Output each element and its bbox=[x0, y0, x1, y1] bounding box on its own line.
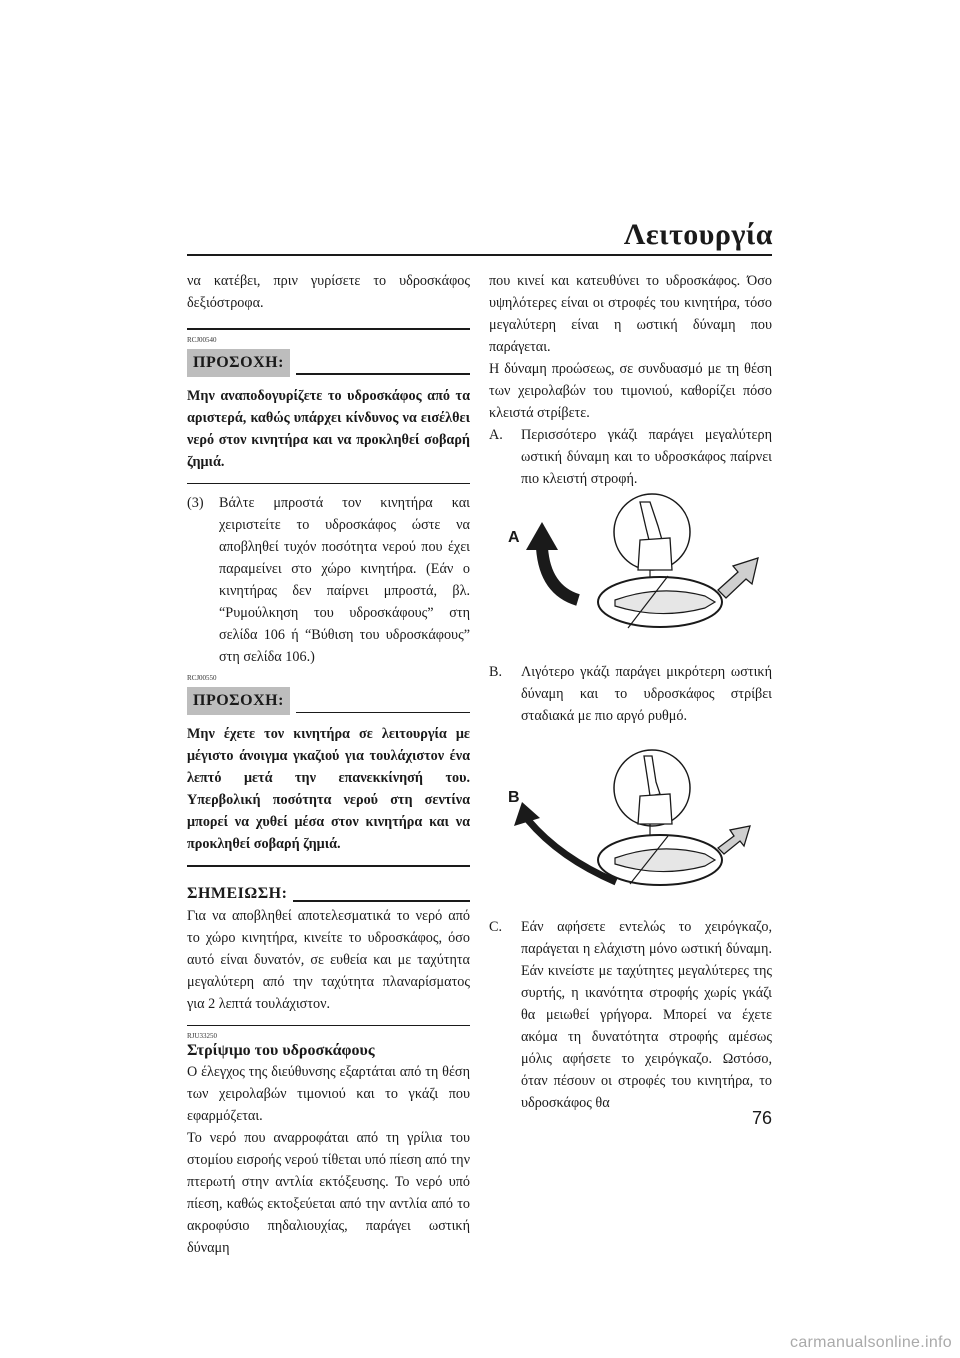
page-header-title: Λειτουργία bbox=[623, 218, 773, 251]
caution2-code: RCJ00550 bbox=[187, 674, 217, 682]
note-header bbox=[187, 883, 470, 905]
caution2-rule bbox=[296, 712, 470, 714]
figure-a-turning-diagram bbox=[500, 480, 775, 650]
section-paragraph-1: Ο έλεγχος της διεύθυνσης εξαρτάται από τη θέση των χειρολαβών τιμονιού και το γκάζι που εφαρμόζεται. bbox=[187, 1064, 470, 1124]
item-b bbox=[489, 661, 772, 727]
note-bottom-rule bbox=[187, 1025, 470, 1027]
right-paragraph-1: που κινεί και κατευθύνει το υδροσκάφος. Όσο υψηλότερες είναι οι στροφές του κινητήρα, τόσο μεγαλύτερη είναι η ωστική δύναμη που παράγεται. bbox=[489, 273, 772, 355]
right-column bbox=[489, 270, 772, 490]
turn-arrow-a bbox=[542, 546, 578, 600]
step-3-number: (3) bbox=[187, 495, 204, 511]
footer-watermark: carmanualsonline.info bbox=[790, 1334, 952, 1351]
caution2-label: ΠΡΟΣΟΧΗ: bbox=[187, 687, 290, 715]
caution1-bottom-rule bbox=[187, 483, 470, 485]
caution2-bottom-rule bbox=[187, 865, 470, 867]
arrowhead-a bbox=[526, 522, 558, 550]
caution1-label: ΠΡΟΣΟΧΗ: bbox=[187, 349, 290, 377]
note-text: Για να αποβληθεί αποτελεσματικά το νερό από το χώρο κινητήρα, κινείτε το υδροσκάφος, όσο αυτό είναι δυνατόν, σε ευθεία και με ταχύτητα μεγαλύτερη από την ταχύτητα πλαναρίσματος για 2 λεπτά τουλάχιστον. bbox=[187, 907, 470, 1012]
intro-text: να κατέβει, πριν γυρίσετε το υδροσκάφος δεξιόστροφα. bbox=[187, 273, 470, 311]
item-b-block bbox=[489, 661, 772, 727]
thrust-arrow-a bbox=[718, 558, 758, 598]
grip-icon-b bbox=[638, 794, 672, 824]
thrust-arrow-b bbox=[718, 826, 750, 854]
item-c bbox=[489, 916, 772, 1114]
section-code: RJU33250 bbox=[187, 1032, 217, 1040]
item-c-text: Εάν αφήσετε εντελώς το χειρόγκαζο, παράγεται η ελάχιστη μόνο ωστική δύναμη. Εάν κινείστε με ταχύτητες μεγαλύτερες της συρτής, η ικανότητα στροφής χωρίς γκάζι θα μειωθεί γρήγορα. Μπορεί να έχετε ακόμα τη δυνατότητα στροφής αμέσως μόλις αφήσετε το χειρόγκαζο. Ωστόσο, όταν πέσουν οι στροφές του κινητήρα, το υδροσκάφος θα bbox=[521, 919, 772, 1111]
caution1-text: Μην αναποδογυρίζετε το υδροσκάφος από τα αριστερά, καθώς υπάρχει κίνδυνος να εισέλθει νερό στον κινητήρα και να προκληθεί σοβαρή ζημιά. bbox=[187, 387, 470, 470]
item-b-letter: B. bbox=[489, 664, 503, 680]
grip-icon bbox=[638, 538, 672, 570]
figure-a-label: A bbox=[508, 529, 520, 546]
figure-b-label: B bbox=[508, 789, 520, 806]
step-3-text: Βάλτε μπροστά τον κινητήρα και χειριστείτε το υδροσκάφος ώστε να αποβληθεί τυχόν ποσότητα νερού που έχει παραμείνει στο χώρο κινητήρα. (Εάν ο κινητήρας δεν παίρνει μπροστά, βλ. “Ρυμούλκηση του υδροσκάφους” στη σελίδα 106 ή “Βύθιση του υδροσκάφους” στη σελίδα 106.) bbox=[219, 495, 470, 665]
figure-b-turning-diagram bbox=[500, 742, 775, 912]
caution1-header bbox=[187, 349, 470, 377]
caution2-header bbox=[187, 687, 470, 715]
item-b-text: Λιγότερο γκάζι παράγει μικρότερη ωστική δύναμη και το υδροσκάφος στρίβει σταδιακά με πιο αργό ρυθμό. bbox=[521, 664, 772, 724]
step-3 bbox=[187, 492, 470, 668]
left-column bbox=[187, 270, 470, 1259]
section-title: Στρίψιμο του υδροσκάφους bbox=[187, 1042, 375, 1059]
note-label: ΣΗΜΕΙΩΣΗ: bbox=[187, 884, 288, 902]
item-c-block bbox=[489, 916, 772, 1114]
note-rule bbox=[293, 900, 470, 902]
section-paragraph-2: Το νερό που αναρροφάται από τη γρίλια του στομίου εισροής νερού τίθεται υπό πίεση από την πτερωτή στην αντλία εκτόξευσης. Το νερό υπό πίεση, καθώς εκτοξεύεται από την αντλία από το ακροφύσιο πηδαλιουχίας, παράγει ωστική δύναμη bbox=[187, 1130, 470, 1256]
page-number: 76 bbox=[751, 1108, 772, 1128]
caution2-text: Μην έχετε τον κινητήρα σε λειτουργία με μέγιστο άνοιγμα γκαζιού για τουλάχιστον ένα λεπτό μετά την επανεκκίνησή του. Υπερβολική ποσότητα νερού στη σεντίνα μπορεί να χυθεί μέσα στον κινητήρα και να προκληθεί σοβαρή ζημιά. bbox=[187, 726, 470, 852]
item-c-letter: C. bbox=[489, 919, 503, 935]
caution1-rule bbox=[296, 373, 470, 375]
item-a-letter: A. bbox=[489, 427, 503, 443]
divider bbox=[187, 328, 470, 330]
header-rule bbox=[187, 254, 772, 256]
right-paragraph-2: Η δύναμη προώσεως, σε συνδυασμό με τη θέση των χειρολαβών του τιμονιού, καθορίζει πόσο κλειστά στρίβετε. bbox=[489, 361, 772, 421]
caution1-code: RCJ00540 bbox=[187, 335, 217, 344]
item-a-text: Περισσότερο γκάζι παράγει μεγαλύτερη ωστική δύναμη και το υδροσκάφος παίρνει πιο κλειστή στροφή. bbox=[521, 427, 772, 487]
